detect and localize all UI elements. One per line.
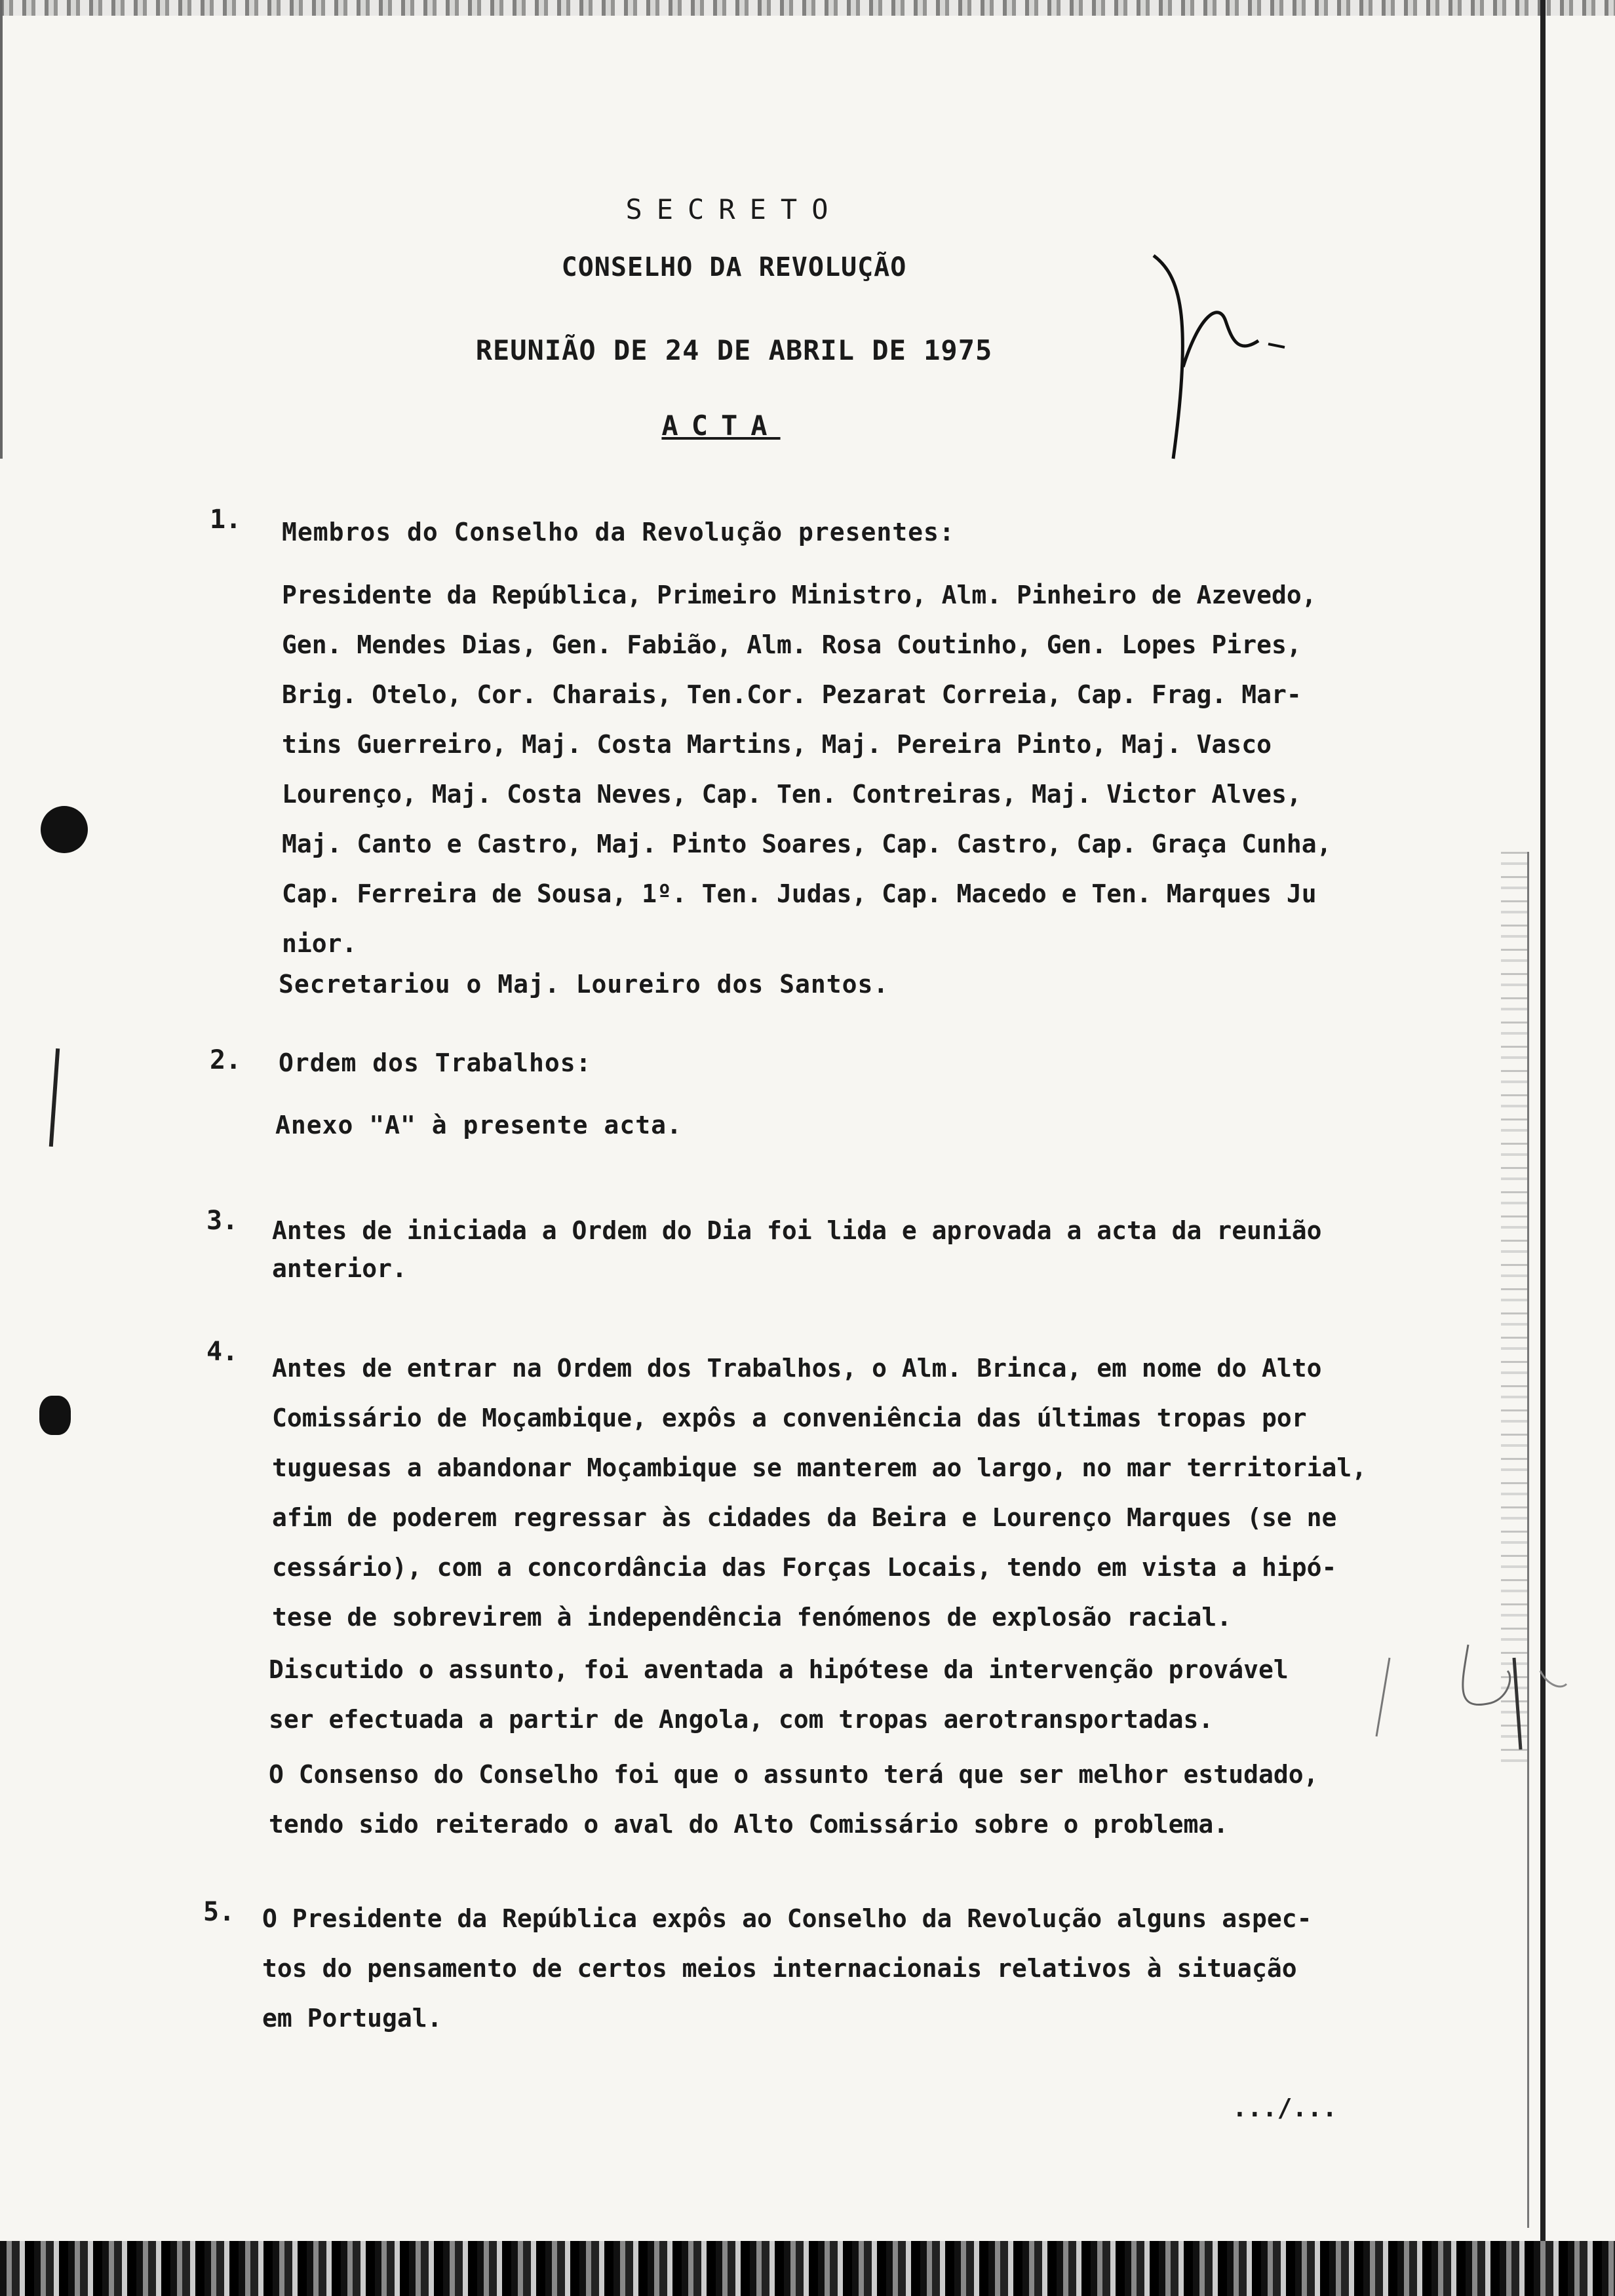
text-line: tese de sobrevirem à independência fenómenos de explosão racial.: [272, 1603, 1232, 1632]
text-line: cessário), com a concordância das Forças Locais, tendo em vista a hipó-: [272, 1553, 1337, 1582]
item-heading: Ordem dos Trabalhos:: [279, 1048, 592, 1077]
text-line: Anexo "A" à presente acta.: [275, 1111, 682, 1139]
members-list: [282, 570, 1331, 968]
item-number: 5.: [203, 1897, 235, 1927]
scan-artifact-top: [0, 0, 1615, 16]
text-line: Comissário de Moçambique, expôs a conveniência das últimas tropas por: [272, 1404, 1307, 1432]
item-text: [269, 1645, 1289, 1744]
scan-border-right: [1540, 0, 1546, 2241]
text-line: Maj. Canto e Castro, Maj. Pinto Soares, Cap. Castro, Cap. Graça Cunha,: [282, 830, 1332, 858]
scan-border-right-inner: [1527, 852, 1529, 2228]
item-number: 4.: [206, 1337, 239, 1367]
text-line: ser efectuada a partir de Angola, com tropas aerotransportadas.: [269, 1705, 1214, 1734]
item-number: 1.: [210, 505, 242, 535]
margin-mark: [49, 1048, 60, 1147]
text-line: Cap. Ferreira de Sousa, 1º. Ten. Judas, Cap. Macedo e Ten. Marques Ju: [282, 879, 1317, 908]
item-number: 3.: [206, 1206, 239, 1236]
text-line: Presidente da República, Primeiro Ministro, Alm. Pinheiro de Azevedo,: [282, 581, 1317, 609]
text-line: tuguesas a abandonar Moçambique se manterem ao largo, no mar territorial,: [272, 1453, 1367, 1482]
scan-artifact-bottom: [0, 2241, 1615, 2296]
item-heading: Membros do Conselho da Revolução presentes:: [282, 518, 955, 546]
text-line: Lourenço, Maj. Costa Neves, Cap. Ten. Contreiras, Maj. Victor Alves,: [282, 780, 1302, 809]
handwritten-initial: [1127, 236, 1298, 472]
text-line: em Portugal.: [262, 2004, 442, 2033]
text-line: nior.: [282, 929, 357, 958]
text-line: Brig. Otelo, Cor. Charais, Ten.Cor. Pezarat Correia, Cap. Frag. Mar-: [282, 680, 1302, 709]
text-line: Gen. Mendes Dias, Gen. Fabião, Alm. Rosa Coutinho, Gen. Lopes Pires,: [282, 630, 1302, 659]
text-line: afim de poderem regressar às cidades da Beira e Lourenço Marques (se ne: [272, 1503, 1337, 1532]
meeting-title: REUNIÃO DE 24 DE ABRIL DE 1975: [475, 334, 993, 366]
document-type-title: ACTA: [661, 410, 781, 442]
text-line: Antes de iniciada a Ordem do Dia foi lida e aprovada a acta da reunião: [272, 1216, 1322, 1245]
text-line: O Consenso do Conselho foi que o assunto terá que ser melhor estudado,: [269, 1760, 1319, 1789]
item-text: [272, 1206, 1321, 1293]
text-line: Antes de entrar na Ordem dos Trabalhos, o Alm. Brinca, em nome do Alto: [272, 1354, 1322, 1383]
margin-pencil-marks: [1363, 1632, 1580, 1763]
text-line: Discutido o assunto, foi aventada a hipótese da intervenção provável: [269, 1655, 1289, 1684]
item-text: [262, 1894, 1312, 2043]
council-title: CONSELHO DA REVOLUÇÃO: [561, 252, 907, 282]
item-text: [272, 1343, 1367, 1642]
text-line: tins Guerreiro, Maj. Costa Martins, Maj. Pereira Pinto, Maj. Vasco: [282, 730, 1272, 759]
text-line: tos do pensamento de certos meios internacionais relativos à situação: [262, 1954, 1297, 1983]
punch-hole: [39, 1396, 71, 1435]
continued-marker: .../...: [1232, 2094, 1338, 2122]
text-line: O Presidente da República expôs ao Conselho da Revolução alguns aspec-: [262, 1904, 1312, 1933]
secretary-line: Secretariou o Maj. Loureiro dos Santos.: [279, 970, 889, 999]
text-line: anterior.: [272, 1254, 407, 1283]
item-number: 2.: [210, 1045, 242, 1075]
classification-label: SECRETO: [625, 193, 843, 225]
item-text: [269, 1750, 1318, 1849]
scan-border-left: [0, 0, 3, 459]
punch-hole: [41, 806, 88, 853]
text-line: tendo sido reiterado o aval do Alto Comissário sobre o problema.: [269, 1810, 1229, 1839]
